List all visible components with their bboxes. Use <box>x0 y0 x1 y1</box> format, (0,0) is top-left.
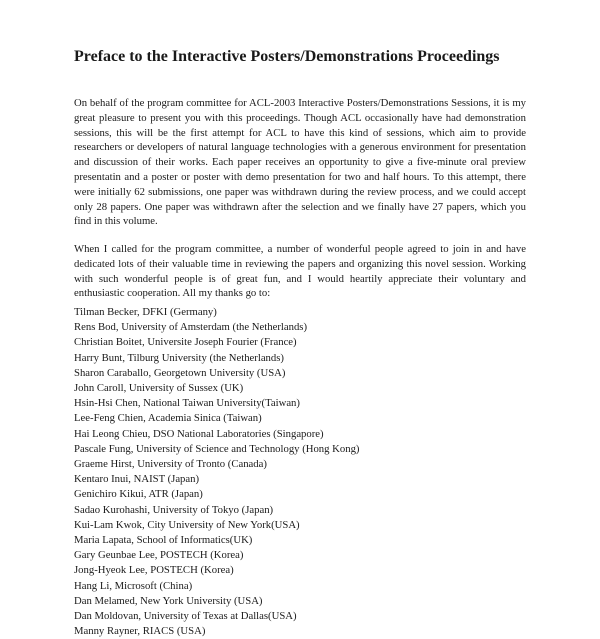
committee-member: Pascale Fung, University of Science and Technology (Hong Kong) <box>74 442 360 455</box>
committee-member: Hang Li, Microsoft (China) <box>74 579 193 592</box>
intro-paragraph: On behalf of the program committee for ACL-2003 Interactive Posters/Demonstrations Sessions, it is my great pleasure to present you with this proceedings. Though ACL occasionally have had demonstration sessions, this will be the first attempt for ACL to have this kind of sessions, which aim to provide researchers or developers of natural language technologies with a generous environment for presentation and discussion of their works. Each paper receives an opportunity to give a five-minute oral preview presentatin and a poster or poster with demo presentation for two and half hours. To this attempt, there were initially 62 submissions, one paper was withdrawn during the review process, and we could accept only 28 papers. One paper was withdrawn after the selection and we finally have 27 papers, which you find in this volume. <box>74 97 526 228</box>
committee-member: Jong-Hyeok Lee, POSTECH (Korea) <box>74 564 234 577</box>
committee-member: Gary Geunbae Lee, POSTECH (Korea) <box>74 549 244 562</box>
committee-member: John Caroll, University of Sussex (UK) <box>74 382 244 395</box>
thanks-paragraph: When I called for the program committee, a number of wonderful people agreed to join in and have dedicated lots of their valuable time in reviewing the papers and organizing this novel session. Working with such wonderful people is of great fun, and I would heartily appreciate their voluntary and enthusiastic cooperation. All my thanks go to: <box>74 243 526 300</box>
committee-member: Dan Moldovan, University of Texas at Dallas(USA) <box>74 610 297 623</box>
committee-member: Christian Boitet, Universite Joseph Fourier (France) <box>74 336 297 349</box>
committee-member: Manny Rayner, RIACS (USA) <box>74 625 206 638</box>
committee-member: Tilman Becker, DFKI (Germany) <box>74 306 217 318</box>
committee-member: Kentaro Inui, NAIST (Japan) <box>74 473 200 486</box>
committee-member: Graeme Hirst, University of Tronto (Canada) <box>74 458 267 471</box>
committee-member: Kui-Lam Kwok, City University of New York(USA) <box>74 518 300 531</box>
document-title: Preface to the Interactive Posters/Demonstrations Proceedings <box>74 48 500 65</box>
committee-member: Hai Leong Chieu, DSO National Laboratories (Singapore) <box>74 427 324 440</box>
committee-member: Maria Lapata, School of Informatics(UK) <box>74 534 253 547</box>
committee-member: Sadao Kurohashi, University of Tokyo (Japan) <box>74 503 274 516</box>
committee-member: Dan Melamed, New York University (USA) <box>74 594 263 607</box>
committee-member: Harry Bunt, Tilburg University (the Netherlands) <box>74 351 284 364</box>
committee-member: Sharon Caraballo, Georgetown University (USA) <box>74 366 286 379</box>
committee-member: Genichiro Kikui, ATR (Japan) <box>74 488 203 501</box>
committee-list <box>74 305 534 639</box>
committee-member: Lee-Feng Chien, Academia Sinica (Taiwan) <box>74 412 262 425</box>
committee-member: Hsin-Hsi Chen, National Taiwan University(Taiwan) <box>74 397 300 410</box>
committee-member: Rens Bod, University of Amsterdam (the Netherlands) <box>74 321 308 334</box>
